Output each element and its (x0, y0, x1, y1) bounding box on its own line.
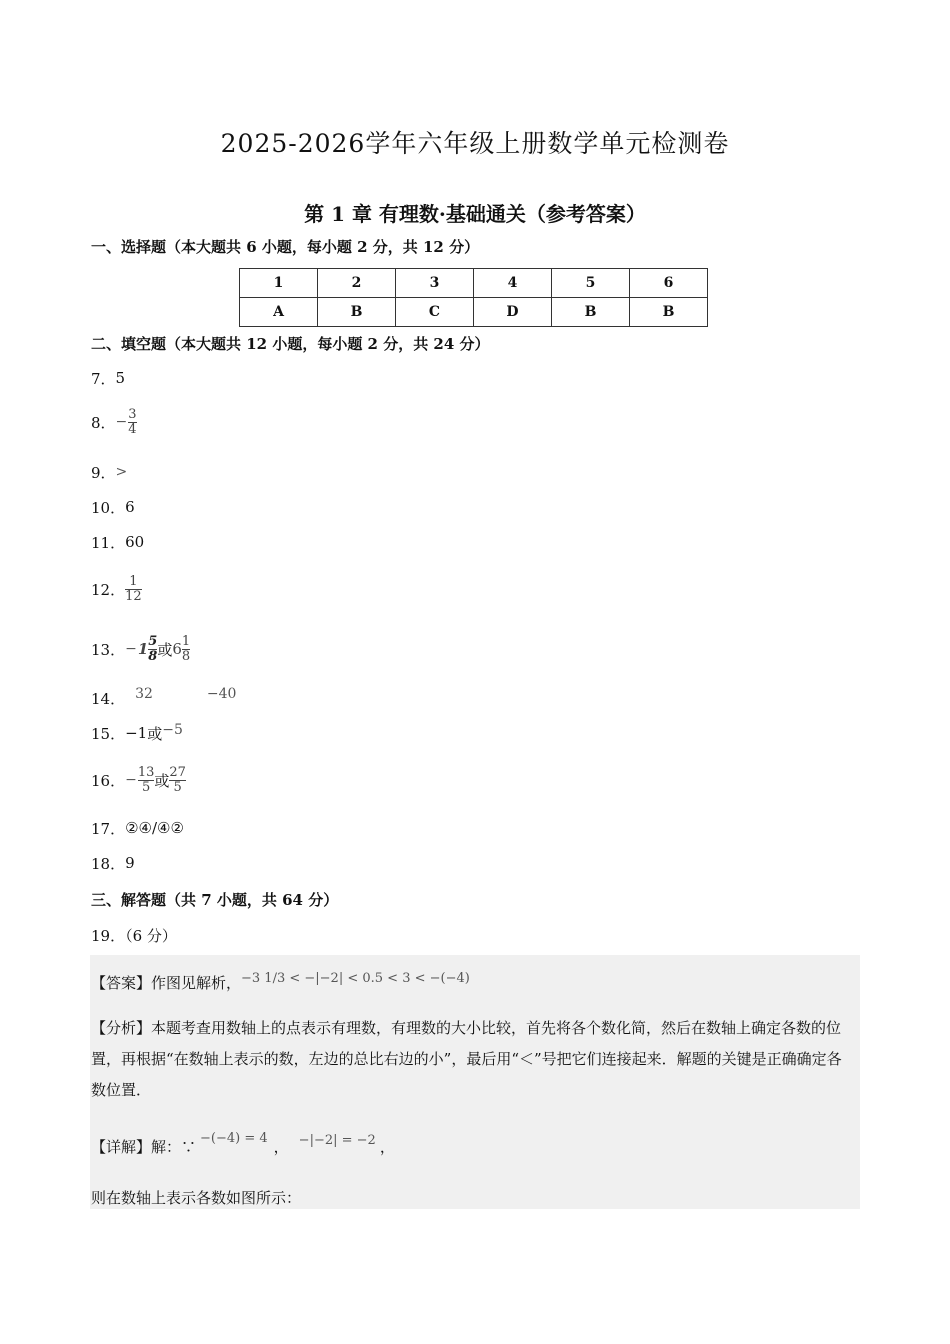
numerator: 5 (148, 633, 158, 649)
answer-q8 (91, 402, 137, 442)
question-number: 13． (91, 640, 126, 659)
answer-value-a: 32 (135, 686, 153, 702)
fraction (125, 575, 142, 603)
answer-value-b: −40 (206, 686, 237, 702)
answer-q12 (91, 568, 142, 610)
section-fill-heading: 二、填空题（本大题共 12 小题，每小题 2 分，共 24 分） (91, 335, 490, 353)
q19-detail-line (91, 1128, 395, 1164)
page-subtitle: 第 1 章 有理数·基础通关（参考答案） (304, 202, 646, 226)
answer-q7 (91, 363, 125, 393)
or-word: 或 (157, 640, 173, 659)
table-cell: B (552, 298, 630, 327)
question-number: 14． (91, 689, 126, 708)
numerator: 3 (128, 406, 137, 422)
table-cell: B (318, 298, 396, 327)
question-number: 10． (91, 498, 126, 517)
q19-answer-line (91, 963, 470, 1001)
answer-math: −3 1/3 < −|−2| < 0.5 < 3 < −(−4) (241, 970, 470, 986)
answer-q11 (91, 527, 144, 557)
table-row-answers (240, 298, 708, 327)
question-number: 18． (91, 854, 126, 873)
fraction (182, 635, 190, 663)
detail-math-1: −(−4) = 4 (200, 1130, 268, 1146)
answer-value-b: −5 (162, 722, 183, 738)
fraction-b (169, 766, 186, 794)
fraction (128, 408, 136, 436)
answer-q16 (91, 758, 186, 802)
question-number: 9． (91, 463, 116, 482)
whole-part: 1 (137, 640, 149, 658)
answer-q9 (91, 457, 127, 487)
minus-sign: − (125, 772, 137, 788)
answer-value-a: −1 (125, 724, 148, 742)
numerator: 1 (181, 633, 191, 649)
detail-end: ， (379, 1137, 395, 1156)
question-number: 17． (91, 819, 126, 838)
question-number: 12． (91, 580, 126, 599)
question-number: 16． (91, 771, 126, 790)
answer-value: 60 (125, 533, 145, 551)
answer-prefix: 【答案】作图见解析， (91, 973, 242, 992)
answer-value: 9 (125, 854, 135, 872)
mixed-number-a (125, 635, 157, 663)
numerator: 27 (169, 764, 186, 780)
denominator: 8 (181, 648, 191, 664)
whole-part: 6 (172, 640, 182, 658)
or-word: 或 (147, 724, 163, 743)
fraction-a (138, 766, 155, 794)
numerator: 1 (129, 573, 138, 589)
denominator: 12 (125, 588, 142, 604)
denominator: 5 (173, 779, 182, 795)
question-number: 15． (91, 724, 126, 743)
question-19-label: 19．（6 分） (91, 926, 177, 945)
table-cell: A (240, 298, 318, 327)
table-cell: D (474, 298, 552, 327)
question-number: 8． (91, 413, 116, 432)
answer-value: > (115, 464, 128, 480)
table-cell: 4 (474, 269, 552, 298)
question-number: 11． (91, 533, 126, 552)
answer-q17 (91, 813, 184, 843)
detail-prefix: 【详解】解：∵ (91, 1137, 197, 1156)
detail-math-2: −|−2| = −2 (298, 1132, 376, 1148)
numerator: 13 (137, 764, 155, 780)
section-choice-heading: 一、选择题（本大题共 6 小题，每小题 2 分，共 12 分） (91, 238, 480, 256)
denominator: 8 (148, 648, 158, 664)
choice-answer-table (239, 268, 708, 327)
q19-analysis: 【分析】本题考查用数轴上的点表示有理数，有理数的大小比较，首先将各个数化简，然后在数轴上确定各数的位置，再根据“在数轴上表示的数，左边的总比右边的小”，最后用“＜”号把它们连接起来．解题的关键是正确确定各数位置． (91, 1019, 842, 1099)
table-cell: B (630, 298, 708, 327)
fraction (148, 635, 157, 663)
answer-value: 6 (125, 498, 135, 516)
answer-q15 (91, 718, 183, 748)
denominator: 4 (128, 421, 137, 437)
table-cell: 3 (396, 269, 474, 298)
section-solution-heading: 三、解答题（共 7 小题，共 64 分） (91, 891, 339, 909)
or-word: 或 (154, 771, 170, 790)
mixed-number-b (172, 635, 190, 663)
minus-sign: − (115, 414, 128, 430)
question-number: 7． (91, 369, 116, 388)
detail-separator: ， (273, 1137, 289, 1156)
q19-detail-line-2: 则在数轴上表示各数如图所示： (91, 1188, 302, 1207)
table-cell: C (396, 298, 474, 327)
answer-q14 (91, 683, 236, 713)
page-title: 2025-2026学年六年级上册数学单元检测卷 (220, 129, 730, 158)
table-cell: 2 (318, 269, 396, 298)
answer-value: ②④/④② (125, 819, 184, 837)
answer-q13 (91, 628, 190, 670)
minus-sign: − (125, 641, 137, 657)
table-cell: 1 (240, 269, 318, 298)
answer-q18 (91, 848, 135, 878)
table-cell: 5 (552, 269, 630, 298)
table-row-numbers (240, 269, 708, 298)
answer-value: 5 (115, 369, 126, 387)
denominator: 5 (141, 779, 151, 795)
answer-q10 (91, 492, 135, 522)
table-cell: 6 (630, 269, 708, 298)
